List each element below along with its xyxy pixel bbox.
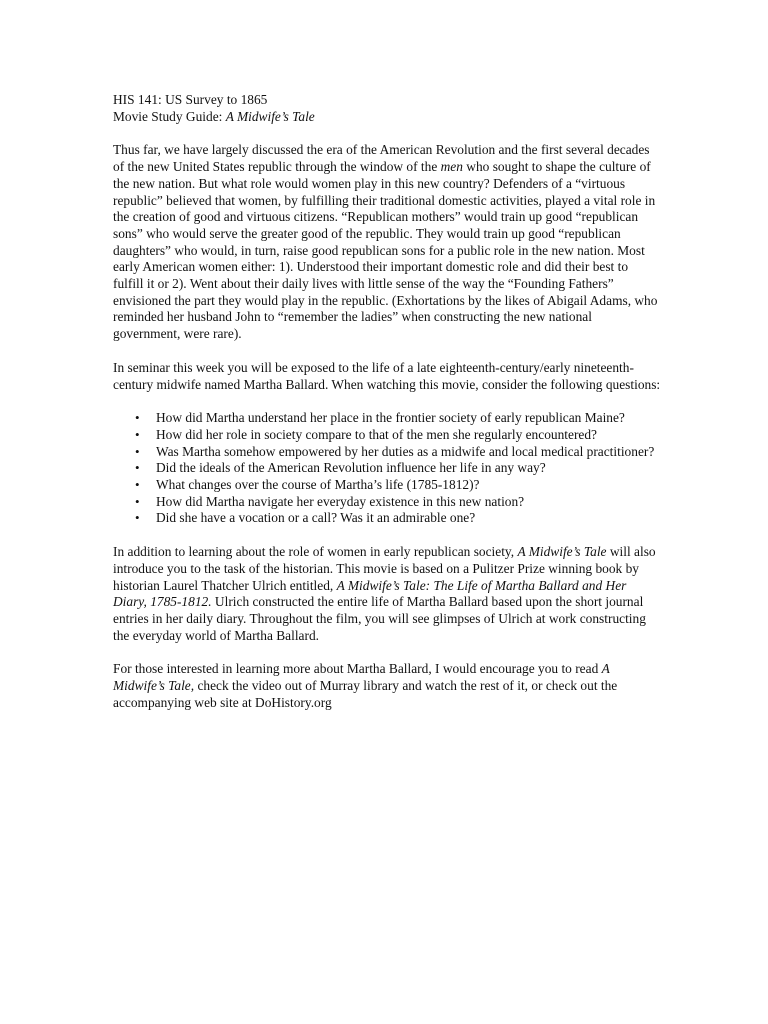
- course-title: HIS 141: US Survey to 1865: [113, 92, 268, 107]
- closing-text-1: For those interested in learning more about Martha Ballard, I would encourage you to read: [113, 661, 602, 677]
- seminar-paragraph: In seminar this week you will be exposed to the life of a late eighteenth-century/early nineteenth-century midwife named Martha Ballard. When watching this movie, consider the following questions:: [113, 359, 661, 392]
- document-body: [113, 92, 661, 712]
- question-item: • How did Martha understand her place in the frontier society of early republican Maine?: [113, 410, 661, 427]
- question-item: • How did her role in society compare to that of the men she regularly encountered?: [113, 427, 661, 444]
- question-item: • Was Martha somehow empowered by her duties as a midwife and local medical practitioner?: [113, 444, 661, 461]
- closing-paragraph: [113, 661, 661, 711]
- intro-text-1: Thus far, we have largely discussed the era of the American Revolution and the first several decades of the new United States republic through the window of the: [113, 142, 650, 175]
- movie-title-inline: A Midwife’s Tale: [517, 544, 607, 560]
- historian-text-3: Ulrich constructed the entire life of Martha Ballard based upon the short journal entries in her daily diary. Throughout the film, you will see glimpses of Ulrich at work constructing the everyday world of Martha Ballard.: [113, 594, 646, 643]
- spacer: [113, 393, 661, 410]
- question-item: • Did the ideals of the American Revolution influence her life in any way?: [113, 460, 661, 477]
- historian-text-1: In addition to learning about the role of women in early republican society,: [113, 544, 518, 560]
- question-list: [113, 410, 661, 527]
- question-item: • How did Martha navigate her everyday existence in this new nation?: [113, 494, 661, 511]
- closing-text-2: check the video out of Murray library and watch the rest of it, or check out the accompanying web site at DoHistory.org: [113, 678, 618, 710]
- historian-text-2: will also introduce you to the task of the historian. This movie is based on a Pulitzer Prize winning book by historian Laurel Thatcher Ulrich entitled,: [113, 544, 656, 593]
- spacer: [113, 343, 661, 360]
- book-title-inline: A Midwife’s Tale,: [113, 661, 610, 694]
- intro-paragraph: [113, 142, 661, 342]
- movie-title: A Midwife’s Tale: [225, 108, 315, 124]
- spacer: [113, 644, 661, 661]
- historian-paragraph: [113, 544, 661, 644]
- intro-emphasis: men: [440, 159, 463, 175]
- spacer: [113, 527, 661, 544]
- question-item: • Did she have a vocation or a call? Was it an admirable one?: [113, 510, 661, 527]
- spacer: [113, 125, 661, 142]
- question-item: • What changes over the course of Martha’s life (1785-1812)?: [113, 477, 661, 494]
- intro-text-2: who sought to shape the culture of the new nation. But what role would women play in this new country? Defenders of a “virtuous republic” believed that women, by fulfilling their traditional domestic activities, played a vital role in the creation of good and virtuous citizens. “Republican mothers” would train up good “republican sons” who would serve the greater good of the republic. They would train up good “republican daughters” who would, in turn, raise good republican sons for a public role in the new nation. Most early American women either: 1). Understood their important domestic role and did their best to fulfill it or 2). Went about their daily lives with little sense of the way the “Founding Fathers” envisioned the part they would play in the republic. (Exhortations by the likes of Abigail Adams, who reminded her husband John to “remember the ladies” when constructing the new national government, were rare).: [113, 159, 658, 342]
- book-title: A Midwife’s Tale: The Life of Martha Ballard and Her Diary, 1785-1812.: [113, 577, 627, 610]
- study-guide-prefix: Movie Study Guide:: [113, 108, 226, 124]
- study-guide-title: [113, 109, 661, 126]
